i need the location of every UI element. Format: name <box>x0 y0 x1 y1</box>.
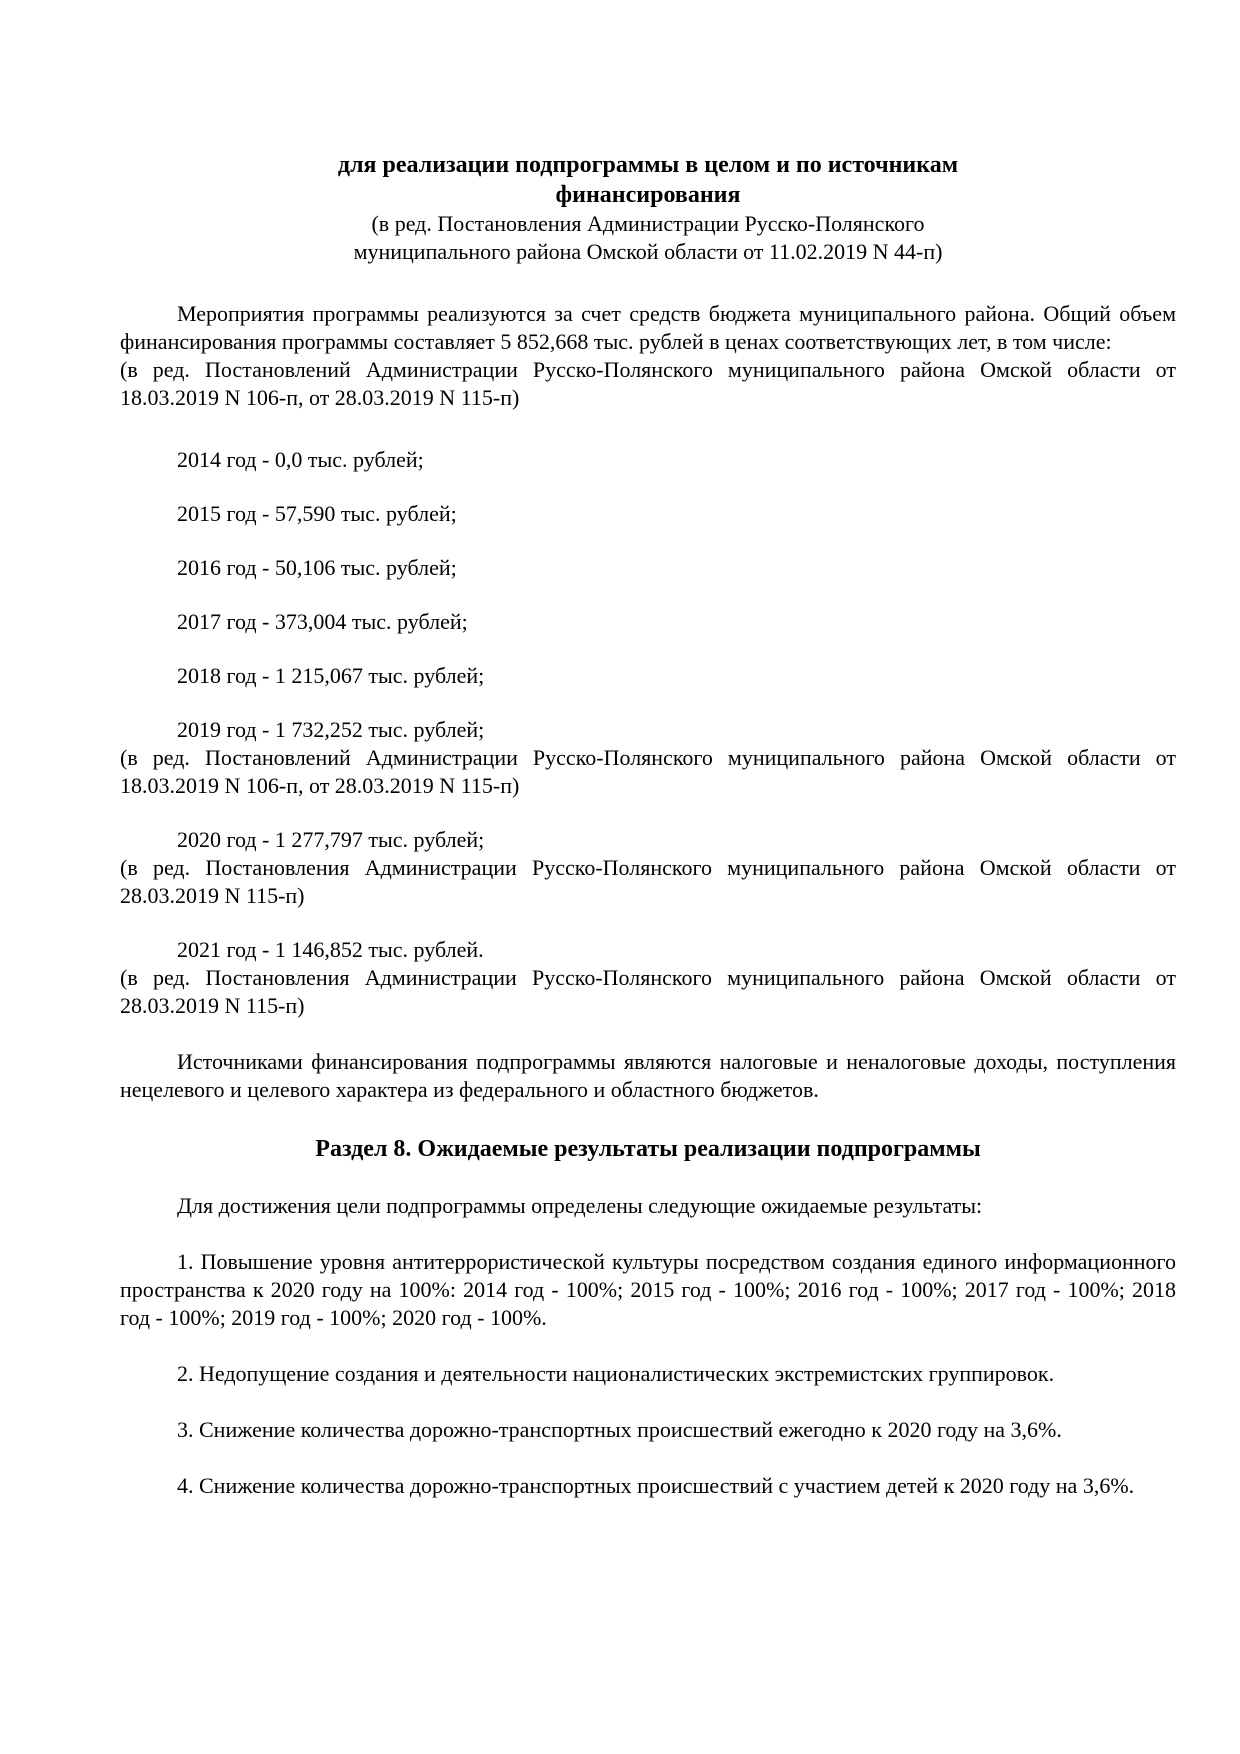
year-item: 2020 год - 1 277,797 тыс. рублей; <box>177 827 485 852</box>
result-item: 3. Снижение количества дорожно-транспортных происшествий ежегодно к 2020 году на 3,6%. <box>177 1417 1062 1442</box>
result-item: 4. Снижение количества дорожно-транспортных происшествий с участием детей к 2020 году на 3,6%. <box>177 1473 1135 1498</box>
year-amendment-note: (в ред. Постановления Администрации Русско-Полянского муниципального района Омской области от 28.03.2019 N 115-п) <box>120 965 1176 1018</box>
section-8-lead: Для достижения цели подпрограммы определены следующие ожидаемые результаты: <box>177 1193 983 1218</box>
year-item: 2017 год - 373,004 тыс. рублей; <box>177 609 468 634</box>
year-amendment-note: (в ред. Постановления Администрации Русско-Полянского муниципального района Омской области от 28.03.2019 N 115-п) <box>120 855 1176 908</box>
year-item: 2018 год - 1 215,067 тыс. рублей; <box>177 663 485 688</box>
heading-line-2: финансирования <box>555 182 741 208</box>
year-item: 2016 год - 50,106 тыс. рублей; <box>177 555 457 580</box>
heading-amendment-1: (в ред. Постановления Администрации Русско-Полянского <box>371 211 925 236</box>
section-8-title: Раздел 8. Ожидаемые результаты реализации подпрограммы <box>315 1136 981 1162</box>
year-item: 2014 год - 0,0 тыс. рублей; <box>177 447 424 472</box>
result-item: 1. Повышение уровня антитеррористической культуры посредством создания единого информационного пространства к 2020 году на 100%: 2014 год - 100%; 2015 год - 100%; 2016 год - 100%; 2017 год - 100%; 2018 год - 100%; 2019 год - 100%; 2020 год - 100%. <box>120 1249 1176 1330</box>
document-page <box>120 150 1176 1500</box>
sources-paragraph: Источниками финансирования подпрограммы являются налоговые и неналоговые доходы, поступления нецелевого и целевого характера из федерального и областного бюджетов. <box>120 1049 1176 1102</box>
heading-line-1: для реализации подпрограммы в целом и по источникам <box>337 152 959 178</box>
heading-amendment-2: муниципального района Омской области от 11.02.2019 N 44-п) <box>353 239 943 264</box>
intro-amendment-note: (в ред. Постановлений Администрации Русско-Полянского муниципального района Омской области от 18.03.2019 N 106-п, от 28.03.2019 N 115-п) <box>120 357 1176 410</box>
result-item: 2. Недопущение создания и деятельности националистических экстремистских группировок. <box>177 1361 1055 1386</box>
intro-paragraph: Мероприятия программы реализуются за счет средств бюджета муниципального района. Общий объем финансирования программы составляет 5 852,668 тыс. рублей в ценах соответствующих лет, в том числе: <box>120 301 1176 354</box>
year-item: 2015 год - 57,590 тыс. рублей; <box>177 501 457 526</box>
year-item: 2021 год - 1 146,852 тыс. рублей. <box>177 937 484 962</box>
year-amendment-note: (в ред. Постановлений Администрации Русско-Полянского муниципального района Омской области от 18.03.2019 N 106-п, от 28.03.2019 N 115-п) <box>120 745 1176 798</box>
year-item: 2019 год - 1 732,252 тыс. рублей; <box>177 717 485 742</box>
